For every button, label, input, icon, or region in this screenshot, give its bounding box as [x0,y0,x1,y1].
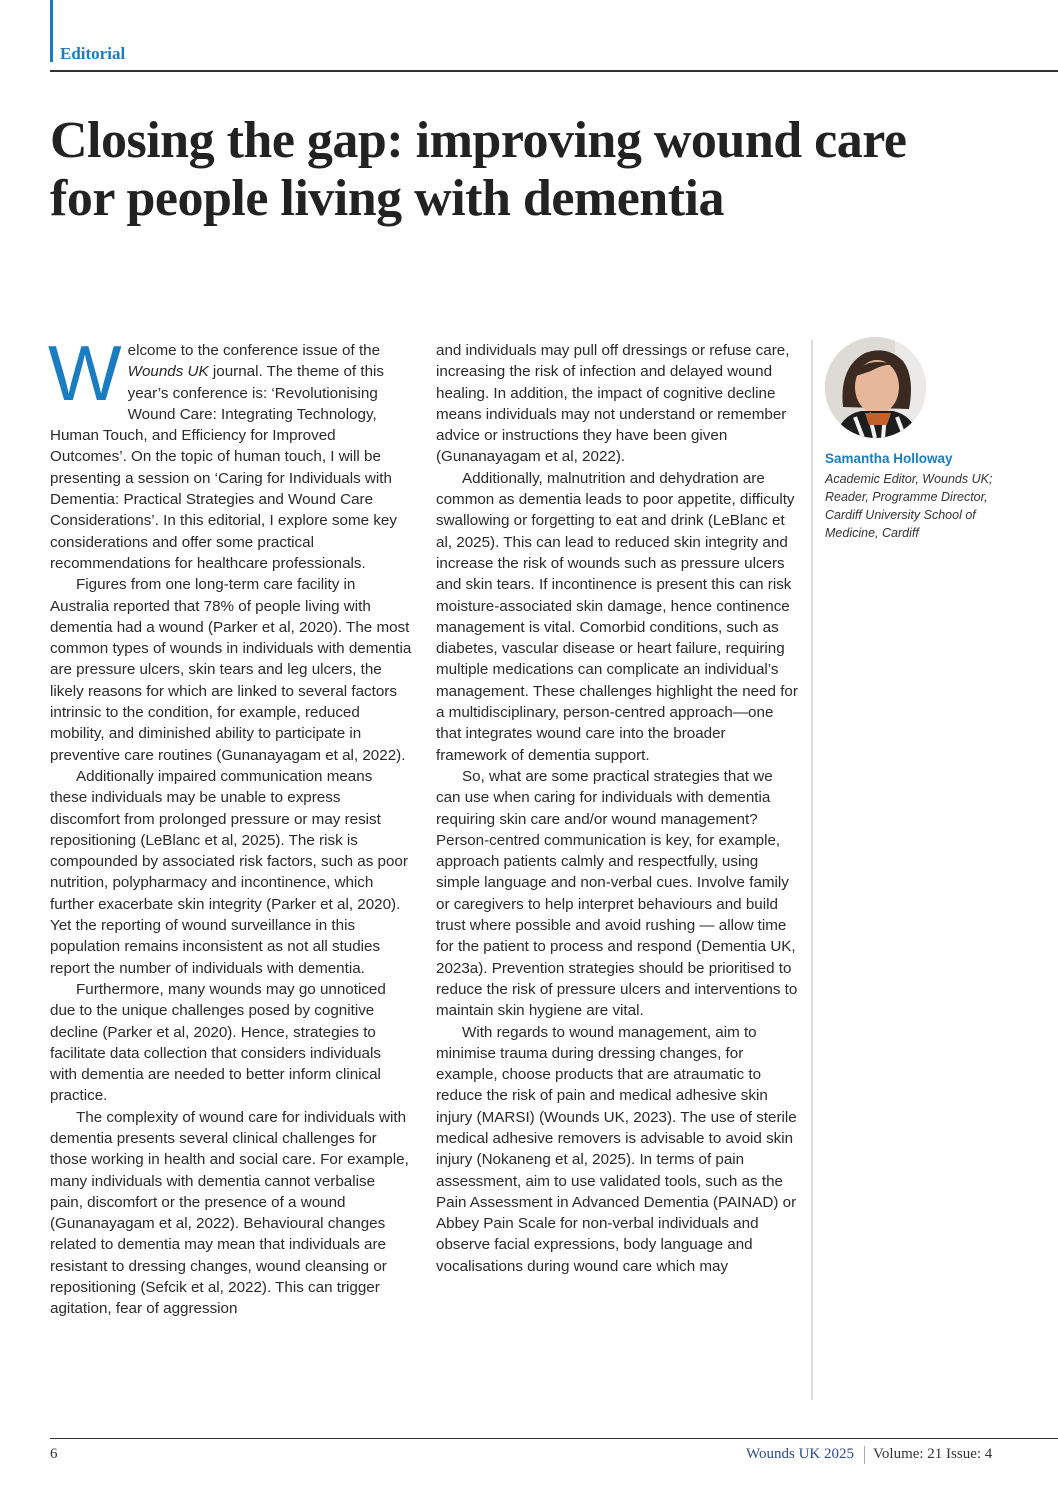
paragraph-intro: Welcome to the conference issue of the Wounds UK journal. The theme of this year’s conference is: ‘Revolutionising Wound Care: Integrating Technology, Human Touch, and Efficiency for Improved Outcomes’. On the topic of human touch, I will be presenting a session on ‘Caring for Individuals with Dementia: Practical Strategies and Wound Care Considerations’. In this editorial, I explore some key considerations and offer some practical recommendations for healthcare professionals. [48,329,397,572]
footer-journal-name: Wounds UK 2025 [746,1446,854,1462]
paragraph-continued: and individuals may pull off dressings or refuse care, increasing the risk of infection and delayed wound healing. In addition, the impact of cognitive decline means individuals may not understand or remember advice or instructions they have been given (Gunanayagam et al, 2022). [436,342,790,466]
author-affiliation: Academic Editor, Wounds UK; Reader, Programme Director, Cardiff University School of Medicine, Cardiff [825,472,993,540]
section-label: Editorial [60,44,126,63]
paragraph: So, what are some practical strategies that we can use when caring for individuals with dementia requiring skin care and/or wound management? Person-centred communication is key, for example, approach patients calmly and respectfully, using simple language and non-verbal cues. Involve family or caregivers to help interpret behaviours and build trust where possible and avoid rushing — allow time for the patient to process and respond (Dementia UK, 2023a). Prevention strategies should be prioritised to reduce the risk of pressure ulcers and interventions to maintain skin hygiene are vital. [436,767,798,1020]
author-name: Samantha Holloway [825,451,953,466]
paragraph: With regards to wound management, aim to minimise trauma during dressing changes, for example, choose products that are atraumatic to reduce the risk of pain and medical adhesive skin injury (MARSI) (Wounds UK, 2023). The use of sterile medical adhesive removers is advisable to avoid skin injury (Nokaneng et al, 2025). In terms of pain assessment, aim to use validated tools, such as the Pain Assessment in Advanced Dementia (PAINAD) or Abbey Pain Scale for non-verbal individuals and observe facial expressions, body language and vocalisations during wound care which may [436,1023,797,1275]
paragraph: Furthermore, many wounds may go unnoticed due to the unique challenges posed by cognitive decline (Parker et al, 2020). Hence, strategies to facilitate data collection that considers individuals with dementia are needed to better inform clinical practice. [50,980,386,1105]
section-accent-bar [50,0,53,62]
header-rule [50,70,1058,72]
paragraph: Additionally impaired communication means these individuals may be unable to express discomfort from prolonged pressure or may resist repositioning (LeBlanc et al, 2025). The risk is compounded by associated risk factors, such as poor nutrition, polypharmacy and incontinence, which further exacerbate skin integrity (Parker et al, 2020). Yet the reporting of wound surveillance in this population remains inconsistent as not all studies report the number of individuals with dementia. [50,767,408,977]
footer-separator [864,1446,865,1464]
article-column-2 [436,340,798,1277]
paragraph: The complexity of wound care for individuals with dementia presents several clinical challenges for those working in health and social care. For example, many individuals with dementia cannot verbalise pain, discomfort or the presence of a wound (Gunanayagam et al, 2022). Behavioural changes related to dementia may mean that individuals are resistant to dressing changes, wound cleansing or repositioning (Sefcik et al, 2022). This can trigger agitation, fear of aggression [50,1108,409,1318]
footer-issue-info: Volume: 21 Issue: 4 [873,1446,993,1462]
page-number: 6 [50,1446,58,1462]
article-column-1 [48,329,412,1320]
paragraph: Figures from one long-term care facility in Australia reported that 78% of people living with dementia had a wound (Parker et al, 2020). The most common types of wounds in individuals with dementia are pressure ulcers, skin tears and leg ulcers, the likely reasons for which are linked to several factors intrinsic to the condition, for example, reduced mobility, and diminished ability to participate in preventive care routines (Gunanayagam et al, 2022). [50,576,412,764]
author-avatar [825,337,926,438]
article-title: Closing the gap: improving wound care for people living with dementia [50,112,907,227]
drop-cap: W [48,329,122,417]
journal-name-italic: Wounds UK [127,363,209,381]
paragraph: Additionally, malnutrition and dehydration are common as dementia leads to poor appetite, difficulty swallowing or forgetting to eat and drink (LeBlanc et al, 2025). This can lead to reduced skin integrity and increase the risk of wounds such as pressure ulcers and skin tears. If incontinence is present this can risk moisture-associated skin damage, hence continence management is vital. Comorbid conditions, such as diabetes, vascular disease or heart failure, requiring multiple medications can complicate an individual’s management. These challenges highlight the need for a multidisciplinary, person-centred approach—one that integrates wound care into the broader framework of dementia support. [436,469,798,764]
column-divider [811,340,813,1400]
author-photo-icon [825,337,926,438]
footer-rule [50,1438,1058,1439]
